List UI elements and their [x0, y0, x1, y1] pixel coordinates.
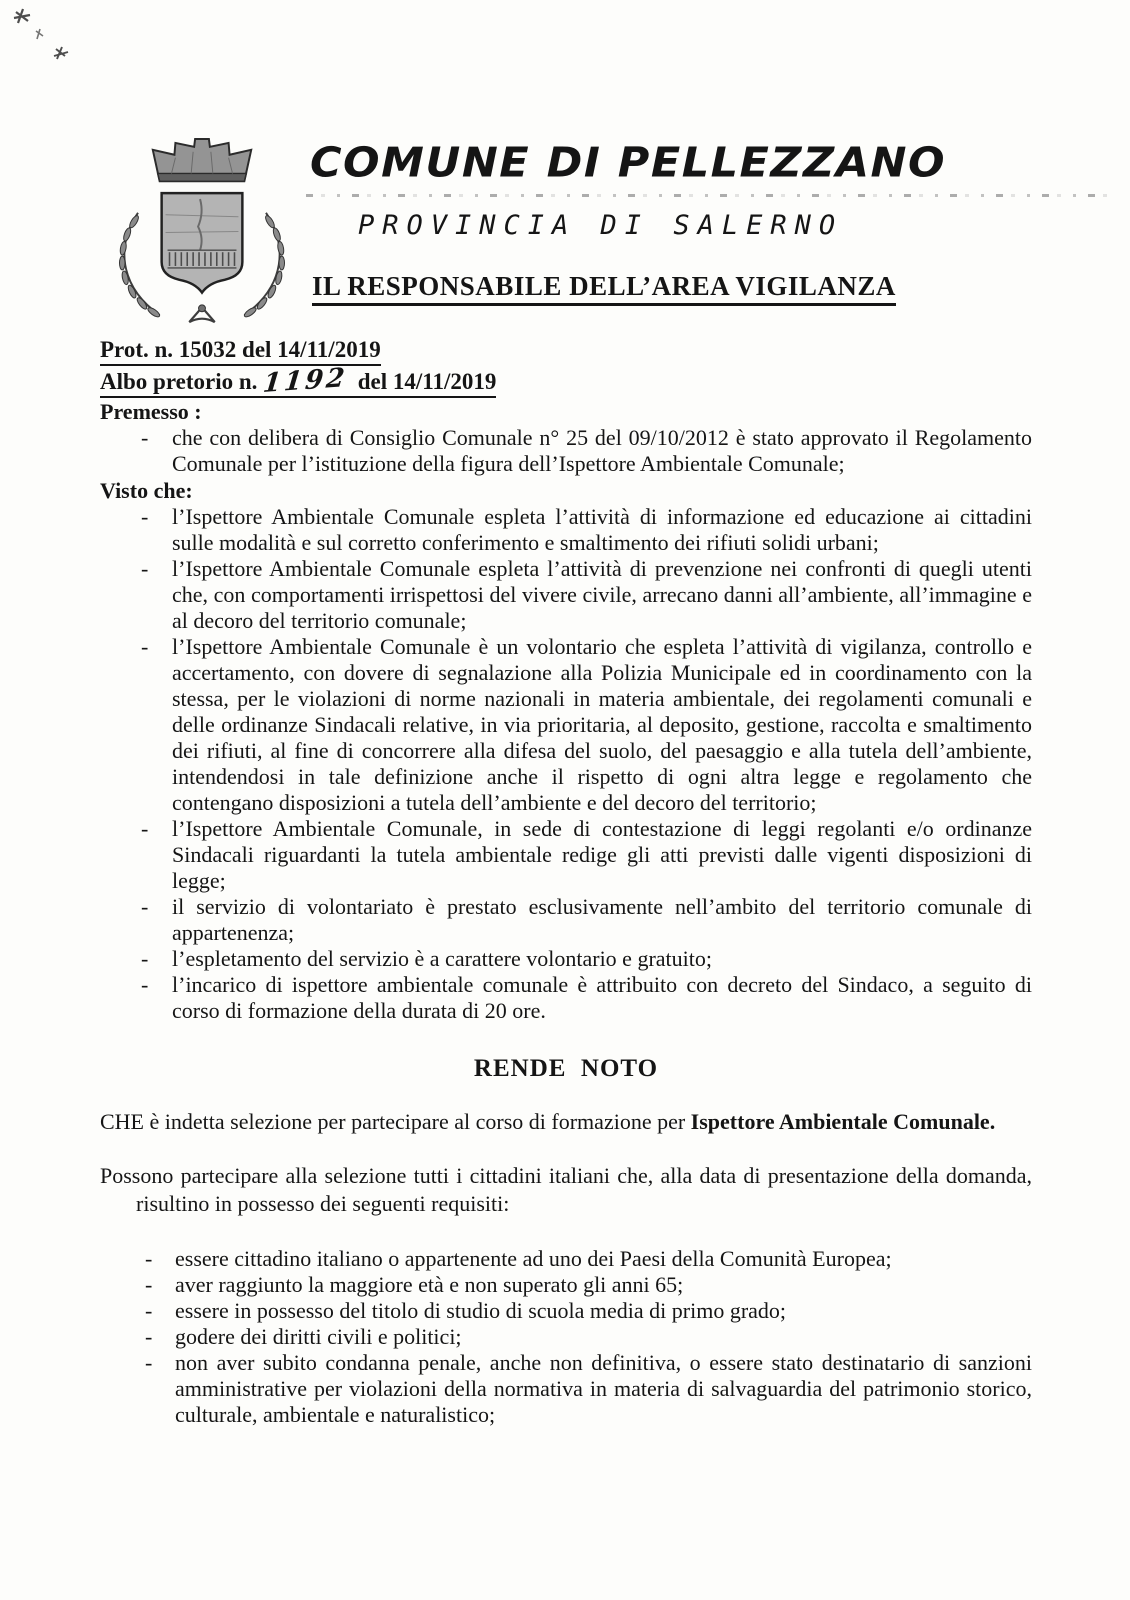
- visto-label: Visto che:: [100, 478, 193, 503]
- list-dash: -: [145, 1272, 153, 1297]
- announcement-paragraph: CHE è indetta selezione per partecipare al corso di formazione per Ispettore Ambientale Comunale.: [100, 1109, 996, 1134]
- list-item: - aver raggiunto la maggiore età e non superato gli anni 65;: [145, 1272, 684, 1297]
- rende-noto-heading: RENDE NOTO: [473, 1055, 659, 1082]
- list-dash: -: [141, 425, 149, 450]
- list-dash: -: [145, 1350, 153, 1375]
- list-item: - essere in possesso del titolo di studio di scuola media di primo grado;: [145, 1298, 787, 1323]
- municipal-coat-of-arms-icon: [98, 138, 306, 330]
- list-item: - l’Ispettore Ambientale Comunale, in sede di contestazione di leggi regolanti e/o ordinanze Sindacali riguardanti la tutela ambientale redige gli atti previsti dalle vigenti disposizioni di legge;: [141, 816, 1032, 893]
- document-body: [100, 336, 1032, 1428]
- list-item: - godere dei diritti civili e politici;: [145, 1324, 462, 1349]
- list-dash: -: [141, 556, 149, 581]
- list-dash: -: [141, 894, 149, 919]
- announcement-bold-text: Ispettore Ambientale Comunale.: [690, 1109, 996, 1134]
- premesso-label: Premesso :: [100, 399, 202, 424]
- list-item: - essere cittadino italiano o appartenente ad uno dei Paesi della Comunità Europea;: [145, 1246, 892, 1271]
- document-header: [98, 138, 1042, 330]
- list-item: - l’incarico di ispettore ambientale comunale è attribuito con decreto del Sindaco, a seguito di corso di formazione della durata di 20 ore.: [141, 972, 1032, 1023]
- list-item: - l’espletamento del servizio è a carattere volontario e gratuito;: [141, 946, 712, 971]
- scan-smudge-line: [306, 194, 1118, 197]
- premesso-list: [100, 425, 1032, 477]
- list-item: - che con delibera di Consiglio Comunale n° 25 del 09/10/2012 è stato approvato il Regolamento Comunale per l’istituzione della figura dell’Ispettore Ambientale Comunale;: [141, 425, 1032, 476]
- list-dash: -: [141, 634, 149, 659]
- list-item: - il servizio di volontariato è prestato esclusivamente nell’ambito del territorio comunale di appartenenza;: [141, 894, 1032, 945]
- list-item: - l’Ispettore Ambientale Comunale è un volontario che espleta l’attività di vigilanza, controllo e accertamento, con dovere di segnalazione alla Polizia Municipale ed in coordinamento con la stessa, per le violazioni di norme nazionali in materia ambientale, dei regolamenti comunali e delle ordinanze Sindacali relative, in via prioritaria, al deposito, gestione, raccolta e smaltimento dei rifiuti, al fine di concorrere alla difesa del suolo, del paesaggio e alla tutela dell’ambiente, intendendosi in tale definizione anche il rispetto di ogni altra legge e regolamento che contengano disposizioni a tutela dell’ambiente e del decoro del territorio;: [141, 634, 1032, 815]
- list-dash: -: [141, 504, 149, 529]
- albo-number-handwritten: 1192: [261, 362, 350, 400]
- province-subtitle: PROVINCIA DI SALERNO: [358, 210, 844, 241]
- pen-scribble-marks: [6, 4, 86, 74]
- list-dash: -: [141, 816, 149, 841]
- list-dash: -: [145, 1324, 153, 1349]
- protocol-number-line: Prot. n. 15032 del 14/11/2019: [100, 336, 381, 366]
- list-item: - non aver subito condanna penale, anche non definitiva, o essere stato destinatario di sanzioni amministrative per violazioni della normativa in materia di salvaguardia del patrimonio storico, culturale, ambientale e naturalistico;: [145, 1350, 1032, 1427]
- eligibility-intro-paragraph: Possono partecipare alla selezione tutti i cittadini italiani che, alla data di presentazione della domanda, risultino in possesso dei seguenti requisiti:: [100, 1163, 1032, 1216]
- office-title-wrap: [306, 271, 1042, 306]
- header-text-block: [306, 138, 1042, 306]
- list-dash: -: [141, 972, 149, 997]
- albo-prefix: Albo pretorio n.: [100, 369, 258, 394]
- list-dash: -: [145, 1298, 153, 1323]
- list-item: - l’Ispettore Ambientale Comunale espleta l’attività di informazione ed educazione ai cittadini sulle modalità e sul corretto conferimento e smaltimento dei rifiuti solidi urbani;: [141, 504, 1032, 555]
- municipality-title: COMUNE DI PELLEZZANO: [310, 139, 947, 187]
- list-dash: -: [145, 1246, 153, 1271]
- albo-pretorio-line: [100, 362, 497, 400]
- requirements-list: [100, 1246, 1032, 1428]
- list-dash: -: [141, 946, 149, 971]
- albo-suffix: del 14/11/2019: [357, 369, 497, 394]
- visto-list: [100, 504, 1032, 1024]
- list-item: - l’Ispettore Ambientale Comunale espleta l’attività di prevenzione nei confronti di quegli utenti che, con comportamenti irrispettosi del vivere civile, arrecano danni all’ambiente, all’immagine e al decoro del territorio comunale;: [141, 556, 1032, 633]
- office-title: IL RESPONSABILE DELL’AREA VIGILANZA: [312, 271, 896, 306]
